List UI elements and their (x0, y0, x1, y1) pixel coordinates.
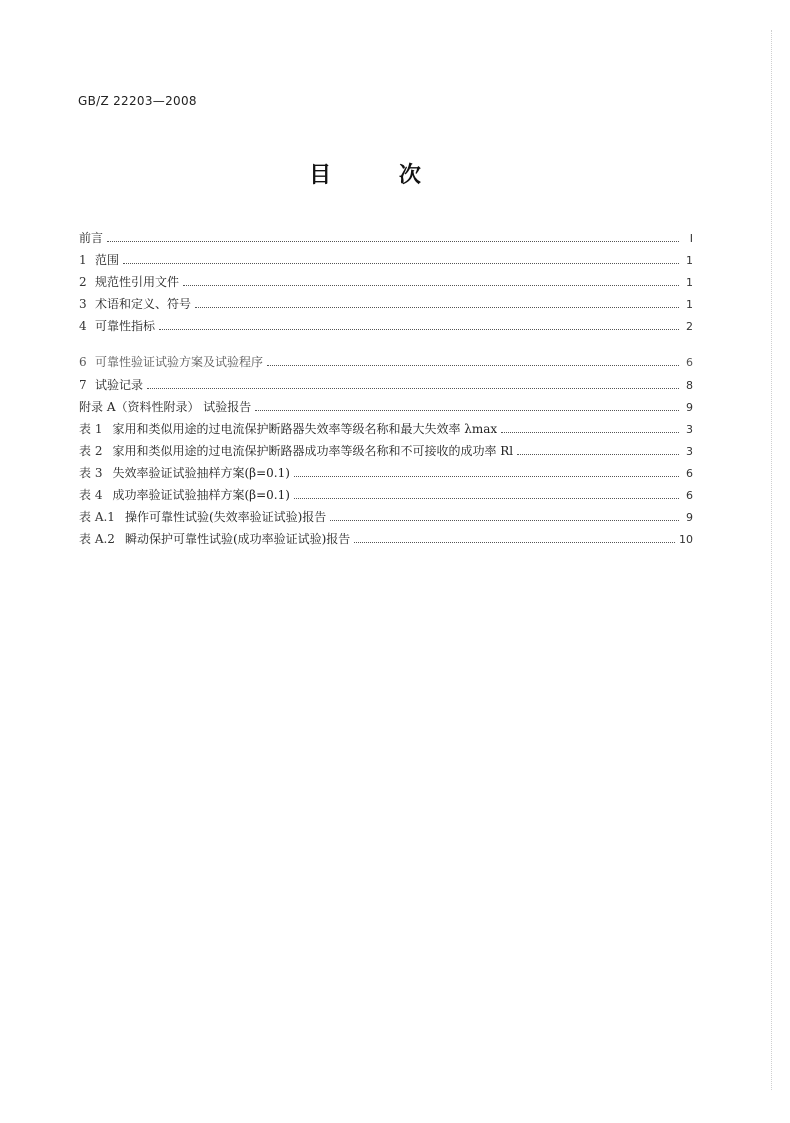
toc-leader-dots (354, 531, 675, 543)
toc-entry-label: 前言 (79, 231, 104, 245)
toc-entry-label: 可靠性验证试验方案及试验程序 (95, 355, 264, 370)
toc-entry-number: 3 (79, 297, 87, 312)
toc-entry-label: 成功率验证试验抽样方案(β=0.1) (112, 488, 290, 503)
toc-page-number: 6 (686, 356, 693, 370)
toc-entry-label: 操作可靠性试验(失效率验证试验)报告 (124, 510, 327, 525)
toc-leader-dots (195, 296, 679, 308)
toc-leader-dots (294, 487, 679, 499)
toc-entry-number: 表 A.2 (79, 532, 115, 547)
toc-page-number: I (689, 232, 693, 245)
toc-entry-4[interactable] (79, 317, 693, 339)
toc-entry-annex-a[interactable] (79, 398, 693, 420)
toc-entry-label: 家用和类似用途的过电流保护断路器成功率等级名称和不可接收的成功率 Rl (112, 443, 514, 458)
toc-entry-number: 6 (79, 355, 87, 370)
toc-leader-dots (330, 509, 679, 521)
toc-entry-number: 4 (79, 319, 87, 334)
toc-entry-label: 范围 (95, 253, 120, 268)
toc-page-number: 3 (686, 422, 693, 436)
toc-entry-7[interactable] (79, 376, 693, 398)
toc-leader-dots (501, 421, 679, 433)
toc-entry-label: 规范性引用文件 (95, 275, 180, 290)
toc-leader-dots (159, 319, 679, 331)
toc-entry-number: 表 2 (79, 443, 103, 458)
toc-entry-2[interactable] (79, 273, 693, 295)
toc-leader-dots (267, 355, 679, 367)
toc-leader-dots (294, 465, 679, 477)
toc-entry-number: 表 1 (79, 421, 103, 436)
toc-entry-table-3[interactable] (79, 464, 693, 486)
toc-leader-dots (147, 377, 679, 389)
toc-entry-label: 术语和定义、符号 (95, 297, 192, 312)
table-of-contents (79, 229, 693, 552)
toc-entry-table-2[interactable] (79, 442, 693, 464)
toc-leader-dots (517, 443, 679, 455)
scan-edge-artifact (769, 30, 772, 1090)
toc-entry-number: 1 (79, 253, 87, 268)
toc-entry-table-a1[interactable] (79, 508, 693, 530)
toc-page-number: 6 (686, 489, 693, 503)
toc-entry-label: 瞬动保护可靠性试验(成功率验证试验)报告 (124, 532, 351, 547)
toc-entry-number: 表 A.1 (79, 510, 115, 525)
toc-leader-dots (123, 252, 679, 264)
toc-entry-label: 可靠性指标 (95, 319, 156, 334)
toc-entry-3[interactable] (79, 295, 693, 317)
toc-entry-number: 2 (79, 275, 87, 290)
toc-entry-number: 表 4 (79, 488, 103, 503)
toc-entry-label: 失效率验证试验抽样方案(β=0.1) (112, 465, 290, 480)
toc-entry-number: 7 (79, 377, 87, 392)
toc-entry-label: 附录 A（资料性附录） 试验报告 (79, 399, 252, 414)
toc-page-number: 6 (686, 466, 693, 480)
toc-page-number: 1 (686, 276, 693, 290)
standard-code: GB/Z 22203—2008 (78, 94, 197, 108)
toc-entry-foreword[interactable] (79, 229, 693, 251)
toc-page-number: 10 (679, 533, 693, 547)
toc-leader-dots (107, 230, 679, 242)
toc-entry-label: 家用和类似用途的过电流保护断路器失效率等级名称和最大失效率 λmax (112, 421, 498, 436)
toc-page-number: 2 (686, 320, 693, 334)
toc-entry-table-a2[interactable] (79, 530, 693, 552)
page-title: 目 次 (309, 163, 451, 188)
toc-page-number: 8 (686, 378, 693, 392)
toc-entry-label: 试验记录 (95, 377, 144, 392)
toc-page-number: 9 (686, 400, 693, 414)
toc-leader-dots (183, 274, 679, 286)
toc-page-number: 9 (686, 511, 693, 525)
toc-entry-1[interactable] (79, 251, 693, 273)
toc-entry-6[interactable] (79, 353, 693, 375)
toc-page-number: 3 (686, 444, 693, 458)
toc-entry-table-1[interactable] (79, 420, 693, 442)
toc-page-number: 1 (686, 254, 693, 268)
toc-entry-number: 表 3 (79, 465, 103, 480)
toc-entry-table-4[interactable] (79, 486, 693, 508)
toc-page-number: 1 (686, 298, 693, 312)
toc-leader-dots (255, 399, 679, 411)
